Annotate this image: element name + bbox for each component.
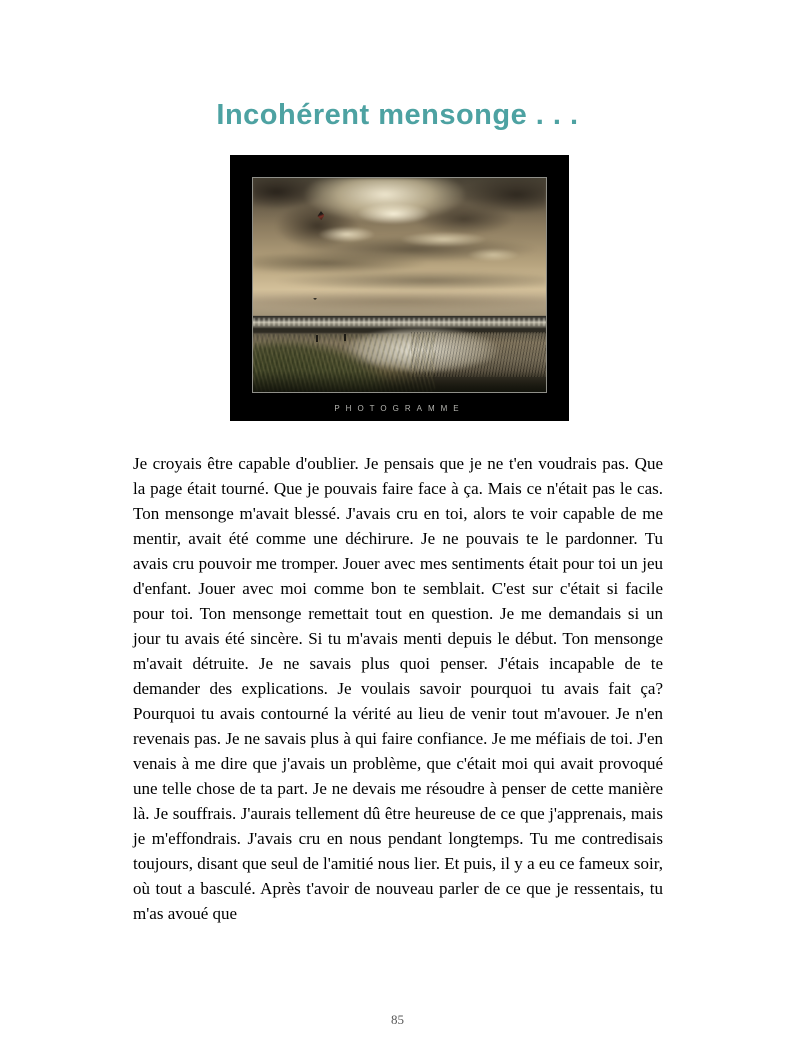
page-title: Incohérent mensonge . . . xyxy=(216,99,579,131)
article-paragraph: Je croyais être capable d'oublier. Je pensais que je ne t'en voudrais pas. Que la page était tourné. Que je pouvais faire face à ça. Mais ce n'était pas le cas. Ton mensonge m'avait blessé. J'avais cru en toi, alors te voir capable de me mentir, avait été comme une déchirure. Je ne pouvais te le pardonner. Tu avais cru pouvoir me tromper. Jouer avec mes sentiments était pour toi un jeu d'enfant. Jouer avec moi comme bon te semblait. C'est sur c'était si facile pour toi. Ton mensonge remettait tout en question. Je me demandais si un jour tu avais été sincère. Si tu m'avais menti depuis le début. Ton mensonge m'avait détruite. Je ne savais plus quoi penser. J'étais incapable de te demander des explications. Je voulais savoir pourquoi tu avais fait ça? Pourquoi tu avais contourné la vérité au lieu de venir tout m'avouer. Je n'en revenais pas. Je ne savais plus à qui faire confiance. Je me méfiais de toi. J'en venais à me dire que j'avais un problème, que c'était moi qui avait provoqué une telle chose de ta part. Je ne devais me résoudre à penser de cette manière là. Je souffrais. J'aurais tellement dû être heureuse de ce que j'apprenais, mais je m'effondrais. J'avais cru en nous pendant longtemps. Tu me contredisais toujours, disant que seul de l'amitié nous lier. Et puis, il y a eu ce fameux soir, où tout a basculé. Après t'avoir de nouveau parler de ce que je ressentais, tu m'as avoué que xyxy=(133,454,663,923)
page-number: 85 xyxy=(391,1012,404,1027)
photo-frame xyxy=(230,155,569,421)
photo-sky-highlights xyxy=(253,178,546,306)
photo-caption: PHOTOGRAMME xyxy=(334,404,465,413)
photo-bottom-shadow xyxy=(253,371,546,392)
beach-photo xyxy=(252,177,547,393)
person-silhouette xyxy=(316,335,318,342)
person-silhouette xyxy=(344,334,346,341)
